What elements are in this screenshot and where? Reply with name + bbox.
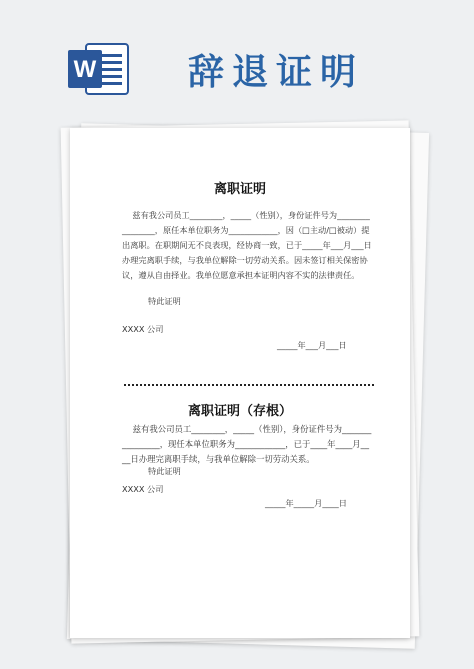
resignation-certificate-body: 兹有我公司员工________，_____（性别），身份证件号为________________，原任本单位职务为____________，因（□主动/□被动）提出离职。在职期间无不良表现，经协商一致，已于_____年___月___日办理完离职手续，与我单位解除一切劳动关系。因未签订相关保密协议，遵从自由择业。我单位愿意承担本证明内容不实的法律责任。	[122, 210, 372, 280]
stub-company-name: XXXX 公司	[122, 484, 164, 494]
cut-line-divider	[124, 384, 374, 386]
resignation-certificate-title: 离职证明	[213, 182, 266, 197]
company-name: XXXX 公司	[122, 324, 164, 334]
date-line: _____年___月___日	[277, 340, 347, 350]
microsoft-word-icon	[66, 42, 130, 96]
document-preview	[60, 118, 414, 648]
certification-statement: 特此证明	[148, 296, 181, 306]
header-title: 辞退证明	[188, 52, 365, 93]
header	[0, 0, 474, 110]
stub-body: 兹有我公司员工________，_____（性别），身份证件号为________________，现任本单位职务为____________，已于____年____月____日办理完离职手续，与我单位解除一切劳动关系。	[122, 424, 372, 464]
word-logo-letter: W	[73, 56, 97, 83]
stub-title: 离职证明（存根）	[187, 404, 292, 419]
document-page	[70, 128, 410, 638]
stub-certification-statement: 特此证明	[148, 466, 181, 476]
stub-date-line: _____年_____月____日	[265, 498, 347, 508]
